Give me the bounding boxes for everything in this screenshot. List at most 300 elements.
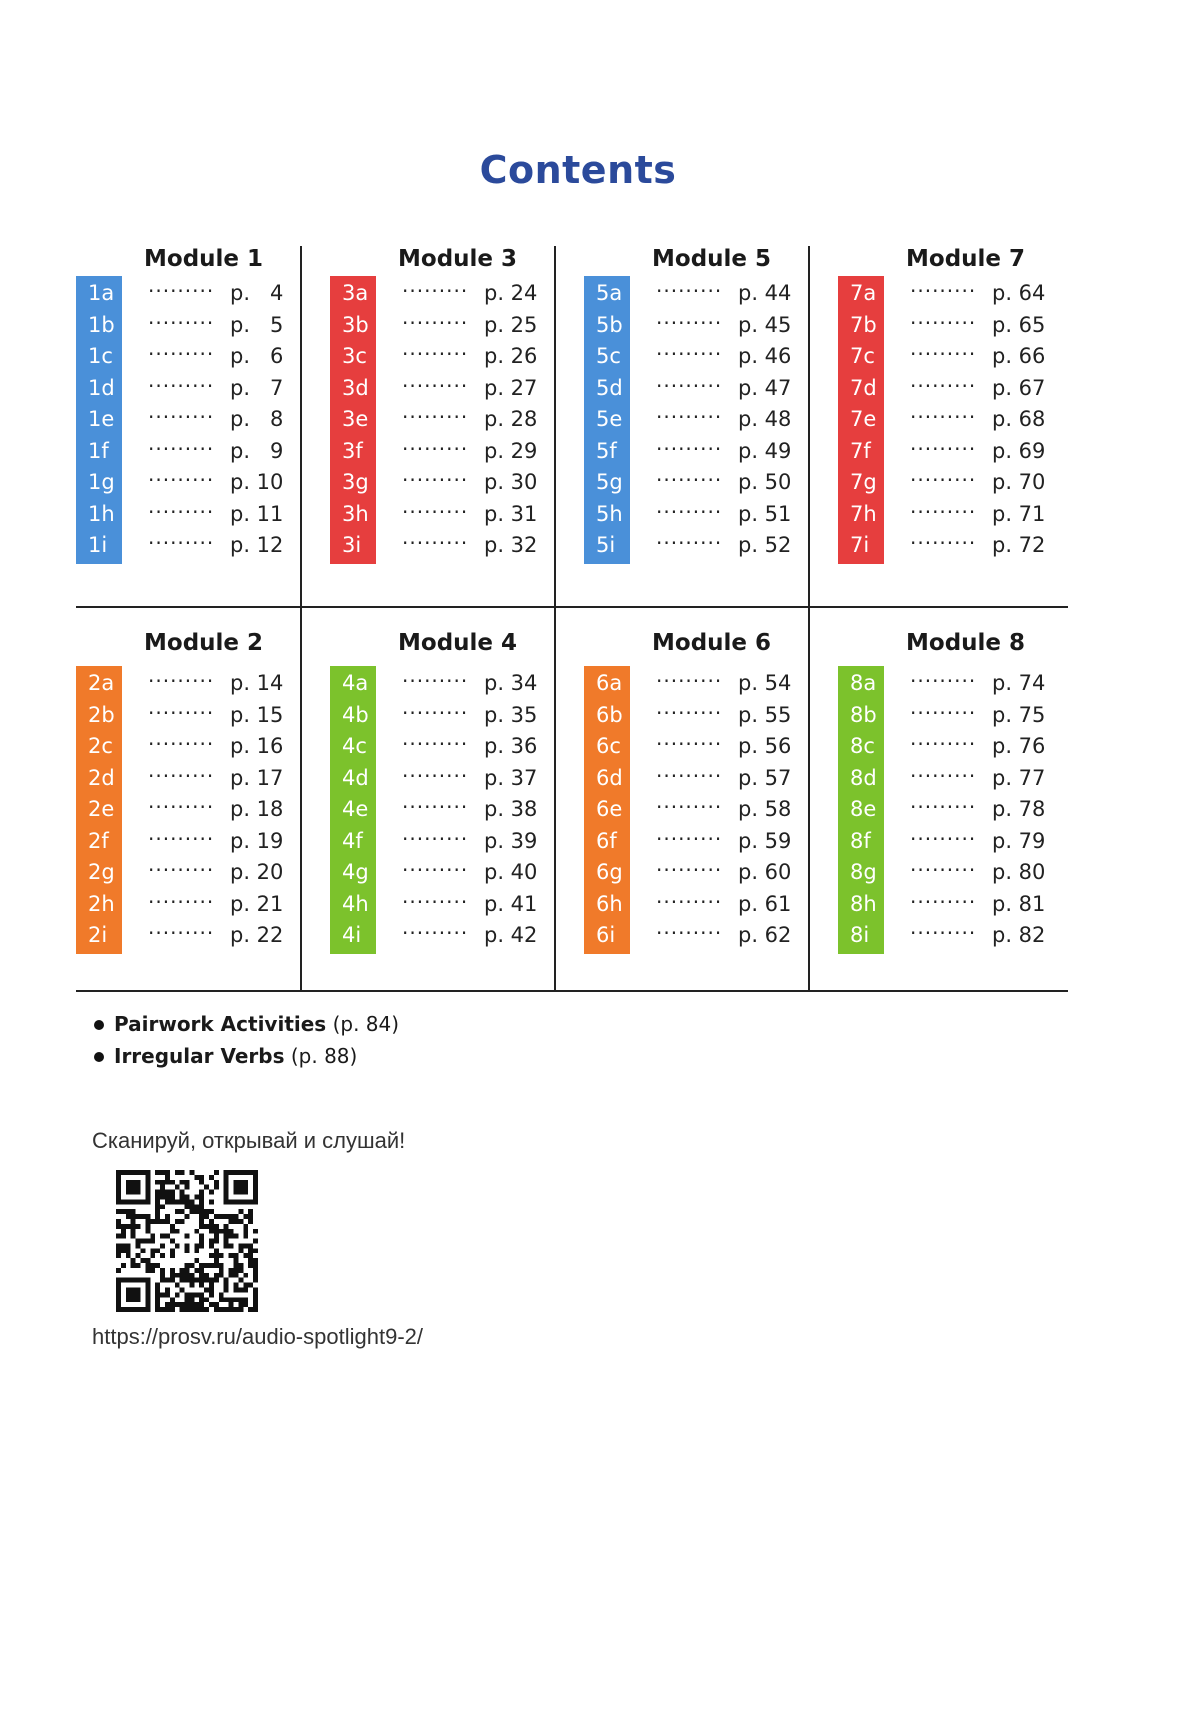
qr-code-icon[interactable] — [116, 1170, 258, 1312]
contents-row[interactable] — [838, 794, 1092, 824]
leader-dots: ········· — [402, 342, 469, 366]
leader-dots: ········· — [148, 858, 215, 882]
lesson-code: 8g — [850, 860, 877, 884]
page-number: p. 17 — [230, 765, 284, 790]
lesson-code: 7a — [850, 281, 877, 305]
page-number: p. 45 — [738, 312, 792, 337]
page-number: p. 39 — [484, 828, 538, 853]
contents-row[interactable] — [76, 763, 330, 793]
page-number: p. 49 — [738, 438, 792, 463]
contents-row[interactable] — [838, 763, 1092, 793]
contents-row[interactable] — [330, 467, 584, 497]
leader-dots: ········· — [656, 889, 723, 914]
leader-dots: ········· — [910, 373, 977, 398]
module-title: Module 8 — [906, 630, 1026, 656]
page-number: p. 81 — [992, 891, 1046, 916]
module-cell — [330, 246, 584, 618]
contents-row[interactable] — [584, 341, 838, 371]
leader-dots: ········· — [402, 858, 469, 882]
page-number: p. 71 — [992, 501, 1046, 526]
lesson-code: 1f — [88, 438, 109, 463]
page-number: p. 5 — [230, 312, 284, 337]
lesson-code: 1e — [88, 407, 115, 431]
leader-dots: ········· — [656, 669, 723, 693]
contents-row[interactable] — [838, 436, 1092, 466]
page-number: p. 7 — [230, 375, 284, 400]
leader-dots: ········· — [910, 468, 977, 492]
lesson-code: 7f — [850, 438, 871, 463]
contents-row[interactable] — [838, 310, 1092, 340]
page-number: p. 51 — [738, 501, 792, 526]
lesson-code: 2i — [88, 923, 108, 947]
lesson-code: 5d — [596, 375, 623, 400]
lesson-code: 5a — [596, 281, 623, 305]
contents-row[interactable] — [76, 794, 330, 824]
page-number: p. 70 — [992, 470, 1046, 494]
module-title: Module 2 — [144, 630, 264, 656]
contents-row[interactable] — [838, 404, 1092, 434]
leader-dots: ········· — [910, 499, 977, 524]
contents-row[interactable] — [838, 467, 1092, 497]
module-title: Module 6 — [652, 630, 772, 656]
lesson-code: 6f — [596, 828, 617, 853]
bullet-icon — [94, 1020, 104, 1030]
lesson-code: 5g — [596, 470, 623, 494]
contents-row[interactable] — [838, 889, 1092, 919]
contents-row[interactable] — [76, 668, 330, 698]
leader-dots: ········· — [402, 499, 469, 524]
leader-dots: ········· — [402, 373, 469, 398]
lesson-code: 4e — [342, 797, 369, 821]
lesson-code: 3i — [342, 533, 362, 557]
page-number: p. 38 — [484, 797, 538, 821]
lesson-code: 1d — [88, 375, 115, 400]
contents-row[interactable] — [330, 436, 584, 466]
lesson-code: 2g — [88, 860, 115, 884]
contents-row[interactable] — [584, 889, 838, 919]
contents-row[interactable] — [838, 278, 1092, 308]
page-number: p. 25 — [484, 312, 538, 337]
leader-dots: ········· — [656, 763, 723, 788]
leader-dots: ········· — [402, 468, 469, 492]
contents-row[interactable] — [584, 700, 838, 730]
contents-row[interactable] — [330, 920, 584, 950]
page-number: p. 41 — [484, 891, 538, 916]
contents-row[interactable] — [330, 499, 584, 529]
page-number: p. 79 — [992, 828, 1046, 853]
leader-dots: ········· — [402, 795, 469, 819]
lesson-code: 5e — [596, 407, 623, 431]
contents-row[interactable] — [330, 826, 584, 856]
lesson-code: 2b — [88, 702, 115, 727]
page-number: p. 21 — [230, 891, 284, 916]
lesson-code: 8c — [850, 734, 875, 758]
lesson-code: 7d — [850, 375, 877, 400]
lesson-code: 3h — [342, 501, 369, 526]
leader-dots: ········· — [656, 436, 723, 461]
contents-row[interactable] — [838, 857, 1092, 887]
contents-row[interactable] — [330, 668, 584, 698]
lesson-code: 4f — [342, 828, 363, 853]
leader-dots: ········· — [656, 700, 723, 725]
lesson-code: 6a — [596, 671, 623, 695]
lesson-code: 6e — [596, 797, 623, 821]
lesson-code: 3f — [342, 438, 363, 463]
leader-dots: ········· — [402, 732, 469, 756]
lesson-code: 2h — [88, 891, 115, 916]
leader-dots: ········· — [148, 499, 215, 524]
lesson-code: 8i — [850, 923, 870, 947]
page-number: p. 22 — [230, 923, 284, 947]
page-number: p. 78 — [992, 797, 1046, 821]
page-number: p. 6 — [230, 344, 284, 368]
lesson-code: 3a — [342, 281, 369, 305]
lesson-code: 6i — [596, 923, 616, 947]
page-number: p. 15 — [230, 702, 284, 727]
leader-dots: ········· — [910, 795, 977, 819]
page-number: p. 37 — [484, 765, 538, 790]
page-number: p. 82 — [992, 923, 1046, 947]
contents-row[interactable] — [76, 404, 330, 434]
page-number: p. 59 — [738, 828, 792, 853]
contents-row[interactable] — [330, 731, 584, 761]
contents-row[interactable] — [838, 668, 1092, 698]
leader-dots: ········· — [148, 310, 215, 335]
page-number: p. 66 — [992, 344, 1046, 368]
leader-dots: ········· — [910, 279, 977, 303]
lesson-code: 5b — [596, 312, 623, 337]
leader-dots: ········· — [656, 531, 723, 555]
contents-row[interactable] — [76, 499, 330, 529]
page-number: p. 77 — [992, 765, 1046, 790]
lesson-code: 4b — [342, 702, 369, 727]
lesson-code: 3d — [342, 375, 369, 400]
page-number: p. 42 — [484, 923, 538, 947]
lesson-code: 7b — [850, 312, 877, 337]
page-number: p. 75 — [992, 702, 1046, 727]
page-number: p. 64 — [992, 281, 1046, 305]
contents-row[interactable] — [330, 341, 584, 371]
lesson-code: 8a — [850, 671, 877, 695]
leader-dots: ········· — [656, 373, 723, 398]
lesson-code: 3e — [342, 407, 369, 431]
contents-row[interactable] — [584, 920, 838, 950]
contents-row[interactable] — [584, 499, 838, 529]
leader-dots: ········· — [656, 795, 723, 819]
contents-row[interactable] — [584, 436, 838, 466]
lesson-code: 8e — [850, 797, 877, 821]
lesson-code: 8d — [850, 765, 877, 790]
contents-row[interactable] — [76, 530, 330, 560]
contents-row[interactable] — [584, 373, 838, 403]
lesson-code: 4i — [342, 923, 362, 947]
page-number: p. 35 — [484, 702, 538, 727]
page-number: p. 18 — [230, 797, 284, 821]
contents-row[interactable] — [76, 310, 330, 340]
page-number: p. 44 — [738, 281, 792, 305]
contents-row[interactable] — [76, 467, 330, 497]
contents-row[interactable] — [76, 920, 330, 950]
leader-dots: ········· — [910, 531, 977, 555]
lesson-code: 7h — [850, 501, 877, 526]
contents-row[interactable] — [584, 310, 838, 340]
page-number: p. 62 — [738, 923, 792, 947]
contents-row[interactable] — [584, 404, 838, 434]
contents-row[interactable] — [76, 436, 330, 466]
module-cell — [838, 630, 1092, 1002]
module-cell — [838, 246, 1092, 618]
page-number: p. 54 — [738, 671, 792, 695]
audio-link[interactable]: https://prosv.ru/audio-spotlight9-2/ — [92, 1324, 423, 1349]
leader-dots: ········· — [910, 436, 977, 461]
page-number: p. 20 — [230, 860, 284, 884]
leader-dots: ········· — [148, 279, 215, 303]
page-number: p. 28 — [484, 407, 538, 431]
page-number: p. 34 — [484, 671, 538, 695]
page-number: p. 19 — [230, 828, 284, 853]
leader-dots: ········· — [148, 405, 215, 429]
contents-row[interactable] — [584, 857, 838, 887]
contents-row[interactable] — [330, 373, 584, 403]
leader-dots: ········· — [910, 826, 977, 851]
contents-row[interactable] — [76, 889, 330, 919]
extra-item[interactable]: Pairwork Activities (p. 84) — [90, 1008, 399, 1040]
leader-dots: ········· — [656, 826, 723, 851]
page-number: p. 80 — [992, 860, 1046, 884]
page-number: p. 58 — [738, 797, 792, 821]
lesson-code: 3g — [342, 470, 369, 494]
module-cell — [76, 246, 330, 618]
leader-dots: ········· — [656, 342, 723, 366]
contents-row[interactable] — [76, 700, 330, 730]
contents-row[interactable] — [330, 700, 584, 730]
contents-row[interactable] — [838, 373, 1092, 403]
page-number: p. 65 — [992, 312, 1046, 337]
contents-row[interactable] — [584, 668, 838, 698]
leader-dots: ········· — [656, 310, 723, 335]
leader-dots: ········· — [656, 279, 723, 303]
leader-dots: ········· — [148, 763, 215, 788]
contents-row[interactable] — [330, 889, 584, 919]
leader-dots: ········· — [656, 468, 723, 492]
leader-dots: ········· — [148, 700, 215, 725]
contents-row[interactable] — [838, 731, 1092, 761]
leader-dots: ········· — [910, 342, 977, 366]
lesson-code: 5f — [596, 438, 617, 463]
contents-row[interactable] — [330, 278, 584, 308]
contents-row[interactable] — [76, 731, 330, 761]
leader-dots: ········· — [148, 373, 215, 398]
leader-dots: ········· — [402, 279, 469, 303]
leader-dots: ········· — [402, 921, 469, 945]
page-number: p. 52 — [738, 533, 792, 557]
leader-dots: ········· — [656, 499, 723, 524]
lesson-code: 6d — [596, 765, 623, 790]
leader-dots: ········· — [910, 889, 977, 914]
leader-dots: ········· — [910, 310, 977, 335]
contents-grid — [76, 246, 1068, 992]
lesson-code: 6b — [596, 702, 623, 727]
page-number: p. 30 — [484, 470, 538, 494]
module-cell — [584, 630, 838, 1002]
lesson-code: 2e — [88, 797, 115, 821]
lesson-code: 1i — [88, 533, 108, 557]
contents-row[interactable] — [76, 278, 330, 308]
page-number: p. 67 — [992, 375, 1046, 400]
leader-dots: ········· — [656, 732, 723, 756]
page-number: p. 57 — [738, 765, 792, 790]
leader-dots: ········· — [910, 732, 977, 756]
lesson-code: 8h — [850, 891, 877, 916]
leader-dots: ········· — [148, 531, 215, 555]
module-title: Module 5 — [652, 246, 772, 272]
contents-row[interactable] — [330, 310, 584, 340]
page-number: p. 10 — [230, 470, 284, 494]
contents-row[interactable] — [330, 404, 584, 434]
page-number: p. 16 — [230, 734, 284, 758]
module-title: Module 4 — [398, 630, 518, 656]
leader-dots: ········· — [148, 732, 215, 756]
page-number: p. 46 — [738, 344, 792, 368]
contents-row[interactable] — [330, 794, 584, 824]
lesson-code: 2a — [88, 671, 115, 695]
contents-row[interactable] — [838, 826, 1092, 856]
contents-row[interactable] — [584, 826, 838, 856]
leader-dots: ········· — [656, 858, 723, 882]
lesson-code: 1c — [88, 344, 113, 368]
extra-item[interactable]: Irregular Verbs (p. 88) — [90, 1040, 399, 1072]
contents-row[interactable] — [584, 467, 838, 497]
leader-dots: ········· — [148, 889, 215, 914]
page-number: p. 24 — [484, 281, 538, 305]
page-title: Contents — [479, 148, 677, 192]
lesson-code: 8f — [850, 828, 871, 853]
page-number: p. 56 — [738, 734, 792, 758]
module-title: Module 1 — [144, 246, 264, 272]
lesson-code: 7c — [850, 344, 875, 368]
page-number: p. 55 — [738, 702, 792, 727]
lesson-code: 7i — [850, 533, 870, 557]
leader-dots: ········· — [910, 921, 977, 945]
leader-dots: ········· — [910, 858, 977, 882]
lesson-code: 4a — [342, 671, 369, 695]
page-number: p. 27 — [484, 375, 538, 400]
leader-dots: ········· — [402, 531, 469, 555]
page-number: p. 12 — [230, 533, 284, 557]
page-number: p. 68 — [992, 407, 1046, 431]
leader-dots: ········· — [148, 795, 215, 819]
leader-dots: ········· — [148, 342, 215, 366]
leader-dots: ········· — [402, 826, 469, 851]
contents-row[interactable] — [584, 763, 838, 793]
lesson-code: 6h — [596, 891, 623, 916]
leader-dots: ········· — [402, 405, 469, 429]
extras-list — [90, 1008, 399, 1072]
lesson-code: 1a — [88, 281, 115, 305]
lesson-code: 1h — [88, 501, 115, 526]
module-cell — [330, 630, 584, 1002]
contents-row[interactable] — [838, 499, 1092, 529]
leader-dots: ········· — [402, 310, 469, 335]
lesson-code: 3c — [342, 344, 367, 368]
leader-dots: ········· — [910, 669, 977, 693]
page-number: p. 31 — [484, 501, 538, 526]
page-number: p. 69 — [992, 438, 1046, 463]
page-number: p. 50 — [738, 470, 792, 494]
lesson-code: 5i — [596, 533, 616, 557]
module-title: Module 3 — [398, 246, 518, 272]
module-cell — [584, 246, 838, 618]
page-number: p. 8 — [230, 407, 284, 431]
leader-dots: ········· — [148, 436, 215, 461]
contents-row[interactable] — [76, 826, 330, 856]
page-number: p. 61 — [738, 891, 792, 916]
leader-dots: ········· — [148, 468, 215, 492]
page-number: p. 72 — [992, 533, 1046, 557]
contents-row[interactable] — [76, 341, 330, 371]
leader-dots: ········· — [402, 436, 469, 461]
module-title: Module 7 — [906, 246, 1026, 272]
lesson-code: 1b — [88, 312, 115, 337]
contents-row[interactable] — [584, 530, 838, 560]
leader-dots: ········· — [402, 889, 469, 914]
lesson-code: 7g — [850, 470, 877, 494]
module-cell — [76, 630, 330, 1002]
contents-row[interactable] — [838, 700, 1092, 730]
lesson-code: 3b — [342, 312, 369, 337]
lesson-code: 5h — [596, 501, 623, 526]
leader-dots: ········· — [910, 700, 977, 725]
lesson-code: 2d — [88, 765, 115, 790]
page-number: p. 4 — [230, 281, 284, 305]
contents-row[interactable] — [838, 920, 1092, 950]
contents-row[interactable] — [584, 794, 838, 824]
lesson-code: 2c — [88, 734, 113, 758]
leader-dots: ········· — [656, 921, 723, 945]
page-number: p. 36 — [484, 734, 538, 758]
contents-row[interactable] — [838, 530, 1092, 560]
contents-row[interactable] — [330, 763, 584, 793]
leader-dots: ········· — [910, 405, 977, 429]
lesson-code: 8b — [850, 702, 877, 727]
page-number: p. 47 — [738, 375, 792, 400]
leader-dots: ········· — [402, 763, 469, 788]
lesson-code: 6c — [596, 734, 621, 758]
leader-dots: ········· — [402, 669, 469, 693]
page-number: p. 76 — [992, 734, 1046, 758]
contents-row[interactable] — [330, 857, 584, 887]
leader-dots: ········· — [402, 700, 469, 725]
leader-dots: ········· — [148, 669, 215, 693]
page-number: p. 32 — [484, 533, 538, 557]
leader-dots: ········· — [148, 826, 215, 851]
bullet-icon — [94, 1052, 104, 1062]
page-number: p. 48 — [738, 407, 792, 431]
contents-row[interactable] — [584, 731, 838, 761]
page-number: p. 11 — [230, 501, 284, 526]
contents-row[interactable] — [838, 341, 1092, 371]
scan-instruction: Сканируй, открывай и слушай! — [92, 1128, 406, 1153]
page-number: p. 60 — [738, 860, 792, 884]
contents-row[interactable] — [330, 530, 584, 560]
lesson-code: 1g — [88, 470, 115, 494]
leader-dots: ········· — [910, 763, 977, 788]
page-number: p. 29 — [484, 438, 538, 463]
page-number: p. 40 — [484, 860, 538, 884]
contents-row[interactable] — [76, 373, 330, 403]
contents-row[interactable] — [76, 857, 330, 887]
contents-row[interactable] — [584, 278, 838, 308]
